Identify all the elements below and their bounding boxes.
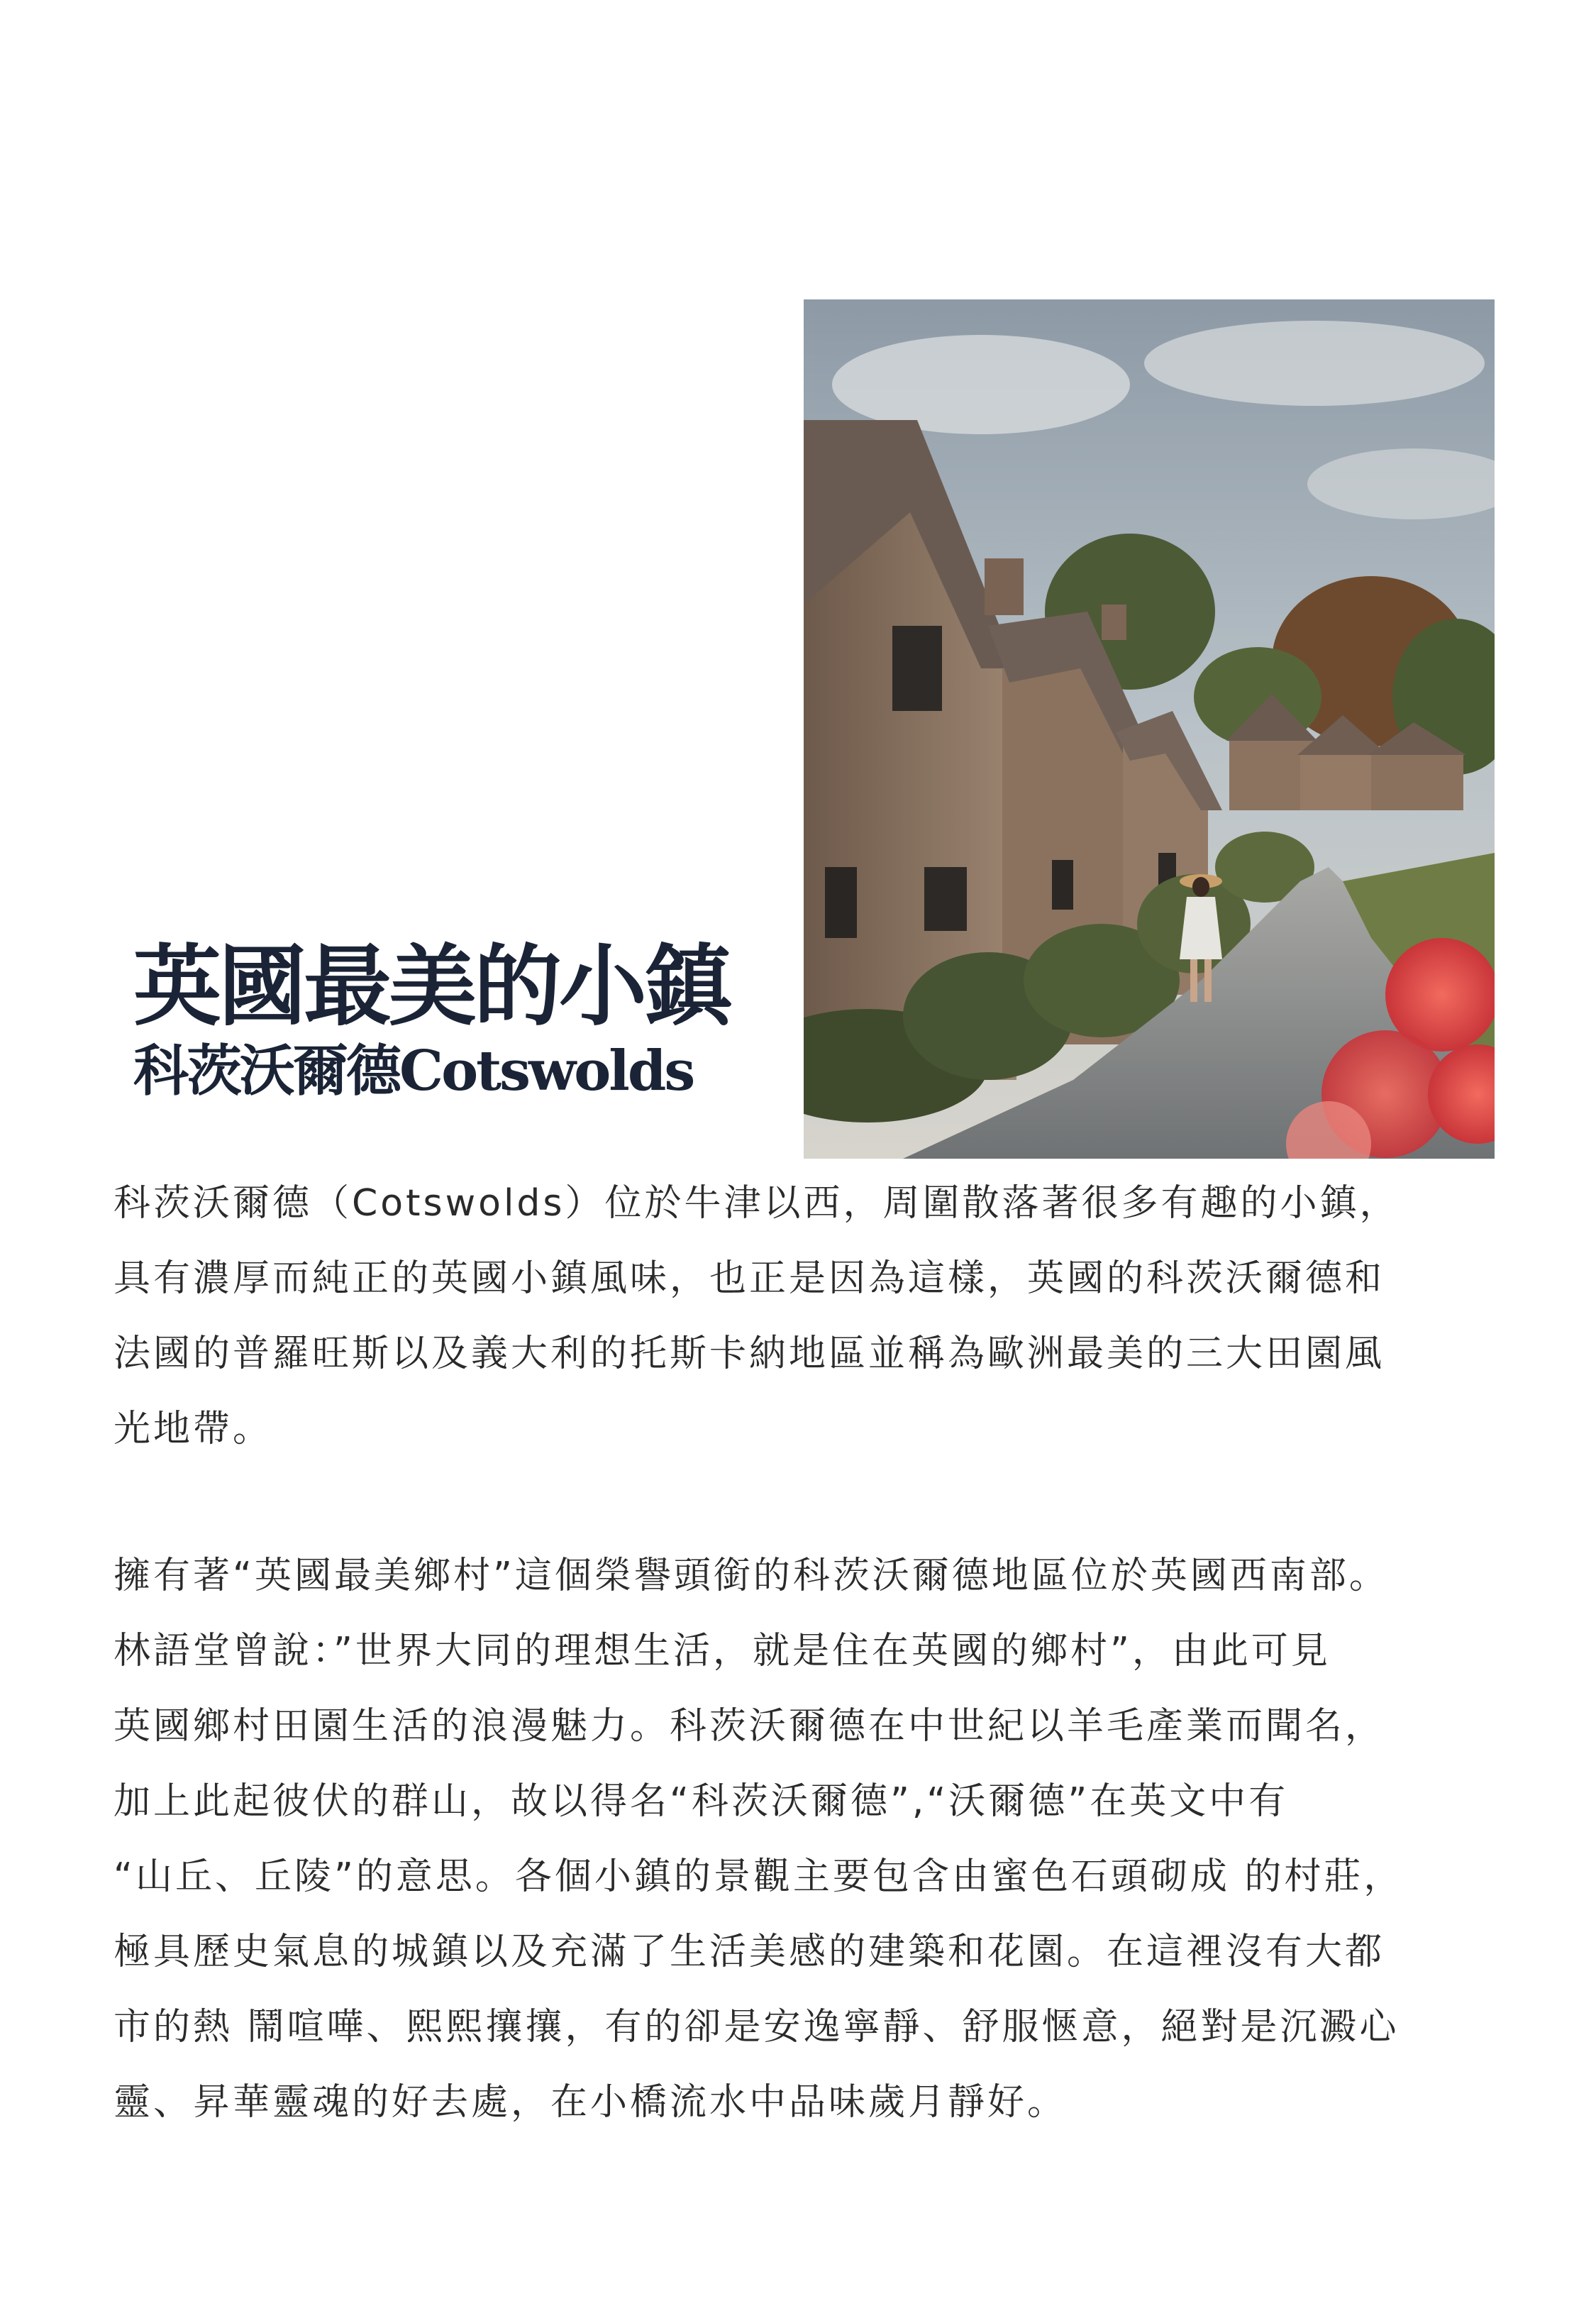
paragraph-line: 法國的普羅旺斯以及義大利的托斯卡納地區並稱為歐洲最美的三大田園風 — [113, 1333, 1385, 1375]
paragraph-intro — [113, 1166, 1490, 1467]
person-leg — [1204, 959, 1212, 1002]
paragraph-line: 林語堂曾說：”世界大同的理想生活，就是住在英國的鄉村”，由此可見 — [113, 1630, 1331, 1672]
paragraph-line: 光地帶。 — [113, 1408, 273, 1450]
cotswolds-village-photo — [804, 299, 1495, 1159]
paragraph-line: 靈、昇華靈魂的好去處，在小橋流水中品味歲月靜好。 — [113, 2081, 1068, 2124]
paragraph-line: “山丘、丘陵”的意思。各個小鎮的景觀主要包含由蜜色石頭砌成 的村莊， — [113, 1855, 1404, 1898]
person-body — [1180, 897, 1222, 959]
village-street-illustration — [804, 299, 1495, 1159]
paragraph-line: 加上此起彼伏的群山，故以得名“科茨沃爾德”,“沃爾德”在英文中有 — [113, 1780, 1289, 1823]
window — [924, 867, 967, 931]
cloud — [832, 335, 1130, 434]
paragraph-description — [113, 1538, 1490, 2140]
chimney — [1102, 605, 1126, 640]
paragraph-line: 科茨沃爾德（Cotswolds）位於牛津以西，周圍散落著很多有趣的小鎮， — [113, 1182, 1400, 1225]
paragraph-line: 極具歷史氣息的城鎮以及充滿了生活美感的建築和花園。在這裡沒有大都 — [113, 1931, 1385, 1973]
paragraph-line: 英國鄉村田園生活的浪漫魅力。科茨沃爾德在中世紀以羊毛產業而聞名， — [113, 1705, 1385, 1748]
paragraph-line: 具有濃厚而純正的英國小鎮風味，也正是因為這樣，英國的科茨沃爾德和 — [113, 1257, 1385, 1300]
cloud — [1144, 321, 1485, 406]
window — [825, 867, 857, 938]
chimney — [985, 558, 1024, 615]
person-leg — [1190, 959, 1197, 1002]
person-head — [1192, 877, 1209, 897]
paragraph-line: 擁有著“英國最美鄉村”這個榮譽頭銜的科茨沃爾德地區位於英國西南部。 — [113, 1555, 1389, 1597]
page-title: 英國最美的小鎮 — [133, 935, 730, 1038]
page-subtitle: 科茨沃爾德Cotswolds — [133, 1039, 694, 1103]
window — [1052, 860, 1073, 910]
paragraph-line: 市的熱 鬧喧嘩、熙熙攘攘，有的卻是安逸寧靜、舒服愜意，絕對是沉澱心 — [113, 2006, 1400, 2048]
window — [892, 626, 942, 711]
